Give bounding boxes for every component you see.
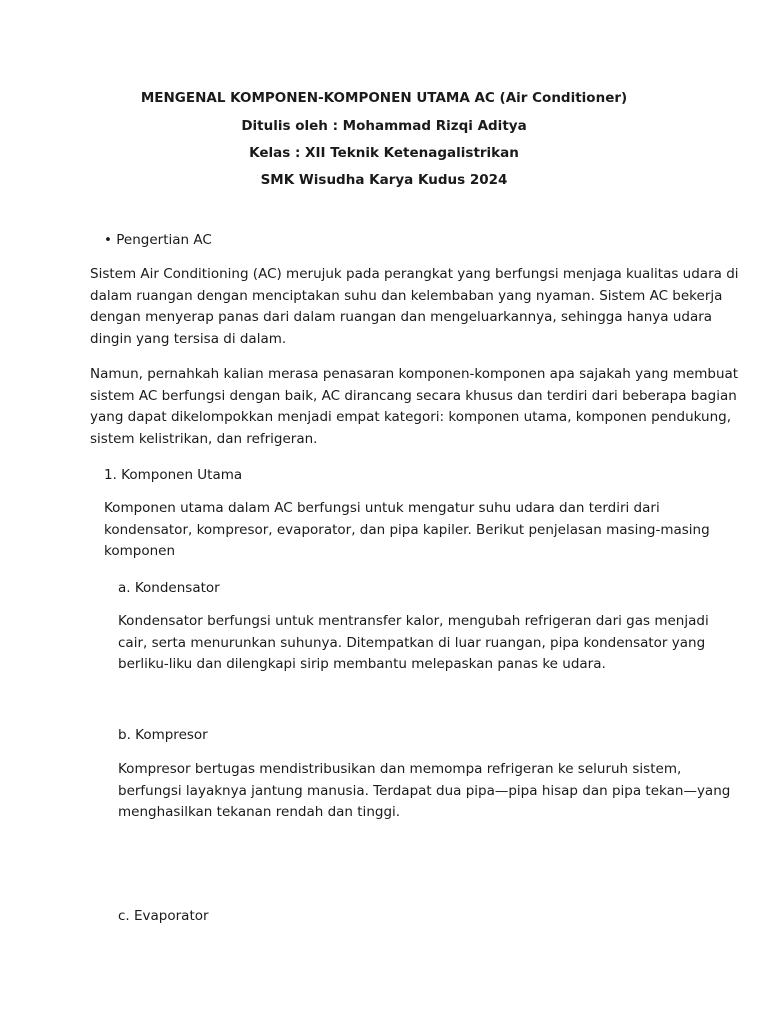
text-line: dingin yang tersisa di dalam. bbox=[90, 331, 287, 348]
text-line: yang dapat dikelompokkan menjadi empat kategori: komponen utama, komponen pendukung, bbox=[90, 409, 731, 426]
text-line: kondensator, kompresor, evaporator, dan pipa kapiler. Berikut penjelasan masing-masing bbox=[104, 521, 710, 538]
school-line: SMK Wisudha Karya Kudus 2024 bbox=[260, 172, 508, 188]
section-heading-komponen-utama: 1. Komponen Utama bbox=[104, 467, 243, 483]
document-title: MENGENAL KOMPONEN-KOMPONEN UTAMA AC (Air Conditioner) bbox=[140, 90, 628, 106]
intro-paragraph-2 bbox=[90, 364, 738, 451]
text-line: Kondensator berfungsi untuk mentransfer kalor, mengubah refrigeran dari gas menjadi bbox=[118, 613, 709, 629]
kompresor-paragraph bbox=[118, 759, 730, 824]
text-line: dalam ruangan dengan menciptakan suhu dan kelembaban yang nyaman. Sistem AC bekerja bbox=[90, 287, 723, 304]
text-line: berliku-liku dan dilengkapi sirip membantu melepaskan panas ke udara. bbox=[118, 656, 606, 673]
text-line: komponen bbox=[104, 543, 175, 560]
text-line: sistem kelistrikan, dan refrigeran. bbox=[90, 431, 318, 448]
text-line: Sistem Air Conditioning (AC) merujuk pada perangkat yang berfungsi menjaga kualitas udara di bbox=[90, 266, 739, 282]
text-line: dengan menyerap panas dari dalam ruangan dan mengeluarkannya, sehingga hanya udara bbox=[90, 309, 713, 326]
text-line: Kompresor bertugas mendistribusikan dan memompa refrigeran ke seluruh sistem, bbox=[118, 761, 682, 777]
intro-paragraph-1 bbox=[90, 264, 739, 351]
text-line: Komponen utama dalam AC berfungsi untuk mengatur suhu udara dan terdiri dari bbox=[104, 500, 660, 516]
text-line: berfungsi layaknya jantung manusia. Terdapat dua pipa—pipa hisap dan pipa tekan—yang bbox=[118, 782, 731, 799]
bullet-heading-pengertian: • Pengertian AC bbox=[104, 232, 212, 248]
text-line: menghasilkan tekanan rendah dan tinggi. bbox=[118, 804, 401, 821]
subheading-kondensator: a. Kondensator bbox=[118, 580, 220, 596]
text-line: cair, serta menurunkan suhunya. Ditempatkan di luar ruangan, pipa kondensator yang bbox=[118, 634, 706, 651]
text-line: sistem AC berfungsi dengan baik, AC dirancang secara khusus dan terdiri dari beberapa bagian bbox=[90, 387, 737, 404]
kondensator-paragraph bbox=[118, 611, 709, 676]
section1-paragraph bbox=[104, 498, 710, 563]
class-line: Kelas : XII Teknik Ketenagalistrikan bbox=[249, 145, 519, 161]
text-line: Namun, pernahkah kalian merasa penasaran komponen-komponen apa sajakah yang membuat bbox=[90, 366, 739, 382]
subheading-kompresor: b. Kompresor bbox=[118, 727, 208, 743]
subheading-evaporator: c. Evaporator bbox=[118, 908, 209, 924]
author-line: Ditulis oleh : Mohammad Rizqi Aditya bbox=[241, 118, 527, 134]
